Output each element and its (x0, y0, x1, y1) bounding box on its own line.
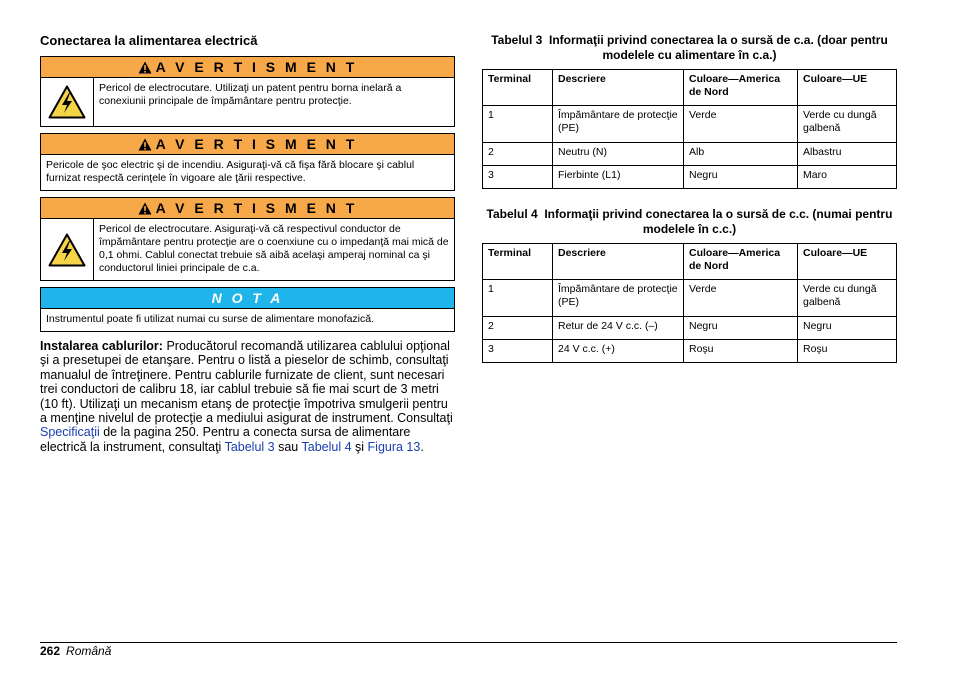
table-cell: Neutru (N) (553, 143, 684, 166)
table-cell: Verde cu dungă galbenă (798, 106, 897, 143)
table-cell: Negru (684, 317, 798, 340)
warning-header: A V E R T I S M E N T (41, 57, 454, 78)
table-3 (482, 69, 897, 189)
warning-box-1 (40, 56, 455, 127)
table-4-caption: Tabelul 4 Informaţii privind conectarea la o sursă de c.c. (numai pentru modelele în c.c.) (486, 207, 893, 236)
link-tabelul-4[interactable]: Tabelul 4 (301, 439, 352, 454)
table-4 (482, 243, 897, 363)
warning-triangle-icon (138, 61, 152, 74)
note-box (40, 287, 455, 332)
table-row (483, 280, 897, 317)
table-cell: Fierbinte (L1) (553, 166, 684, 189)
table-cell: 24 V c.c. (+) (553, 340, 684, 363)
table-cell: Împământare de protecţie (PE) (553, 280, 684, 317)
page-number: 262 (40, 644, 61, 658)
link-figura-13[interactable]: Figura 13 (367, 439, 421, 454)
table-cell: Albastru (798, 143, 897, 166)
column-header: Culoare—UE (798, 244, 897, 280)
warning-header: A V E R T I S M E N T (41, 134, 454, 155)
footer-language: Română (66, 644, 112, 658)
table-cell: Verde cu dungă galbenă (798, 280, 897, 317)
warning-box-3 (40, 197, 455, 281)
table-cell: 3 (483, 166, 553, 189)
column-header: Culoare—UE (798, 70, 897, 106)
left-column (40, 33, 455, 454)
table-cell: 1 (483, 106, 553, 143)
table-cell: 2 (483, 317, 553, 340)
table-cell: 3 (483, 340, 553, 363)
link-specificatii[interactable]: Specificaţii (40, 425, 100, 440)
column-header: Terminal (483, 244, 553, 280)
table-cell: Retur de 24 V c.c. (–) (553, 317, 684, 340)
section-title: Conectarea la alimentarea electrică (40, 33, 258, 48)
table-header-row (483, 70, 897, 106)
table-cell: Negru (798, 317, 897, 340)
table-cell: Verde (684, 106, 798, 143)
table-row (483, 317, 897, 340)
table-cell: Împământare de protecţie (PE) (553, 106, 684, 143)
table-cell: Verde (684, 280, 798, 317)
table-cell: Roşu (684, 340, 798, 363)
warning-text-1: Pericol de electrocutare. Utilizaţi un patent pentru borna inelară a conexiunii principale de împământare pentru protecţie. (99, 82, 402, 107)
table-cell: Roşu (798, 340, 897, 363)
table-cell: Negru (684, 166, 798, 189)
column-header: Descriere (553, 70, 684, 106)
right-column (482, 33, 897, 363)
electrical-hazard-icon (41, 78, 94, 126)
table-cell: Maro (798, 166, 897, 189)
table-row (483, 166, 897, 189)
warning-text-2: Pericole de şoc electric şi de incendiu. Asiguraţi-vă că fişa fără blocare şi cablul furnizat respectă cerinţele în vigoare ale ţării respective. (46, 159, 415, 184)
page-footer (40, 644, 111, 658)
note-text: Instrumentul poate fi utilizat numai cu surse de alimentare monofazică. (46, 313, 374, 325)
column-header: Culoare—America de Nord (684, 244, 798, 280)
table-cell: Alb (684, 143, 798, 166)
link-tabelul-3[interactable]: Tabelul 3 (224, 439, 275, 454)
warning-triangle-icon (138, 138, 152, 151)
table-cell: 2 (483, 143, 553, 166)
column-header: Culoare—America de Nord (684, 70, 798, 106)
table-cell: 1 (483, 280, 553, 317)
warning-header: A V E R T I S M E N T (41, 198, 454, 219)
cable-installation-paragraph: Instalarea cablurilor: Producătorul recomandă utilizarea cablului opţional şi a presetupei de etanşare. Pentru o listă a pieselor de schimb, consultaţi manualul de întreţinere. Pentru cablurile furnizate de client, sunt necesari trei conductori de calibru 18, iar cablul trebuie să fie mai scurt de 3 metri (10 ft). Utilizaţi un mecanism etanş de protecţie împotriva smulgerii pentru a menţine nivelul de protecţie a mediului asigurat de instrument. Consultaţi Specificaţii de la pagina 250. Pentru a conecta sursa de alimentare electrică la instrument, consultaţi Tabelul 3 sau Tabelul 4 şi Figura 13. (40, 339, 453, 454)
electrical-hazard-icon (41, 219, 94, 280)
note-header: N O T A (41, 288, 454, 309)
table-row (483, 143, 897, 166)
warning-triangle-icon (138, 202, 152, 215)
table-row (483, 106, 897, 143)
table-row (483, 340, 897, 363)
column-header: Descriere (553, 244, 684, 280)
table-3-caption: Tabelul 3 Informaţii privind conectarea la o sursă de c.a. (doar pentru modelele cu alimentare în c.a.) (491, 33, 888, 62)
warning-text-3: Pericol de electrocutare. Asiguraţi-vă că respectivul conductor de împământare pentru protecţie are o coenxiune cu o impedanţă mai mică de 0,1 ohmi. Cablul conectat trebuie să aibă acelaşi amperaj nominal ca şi conductorul liniei principale de c.a. (99, 223, 449, 274)
warning-box-2 (40, 133, 455, 191)
footer-divider (40, 642, 897, 643)
column-header: Terminal (483, 70, 553, 106)
table-header-row (483, 244, 897, 280)
